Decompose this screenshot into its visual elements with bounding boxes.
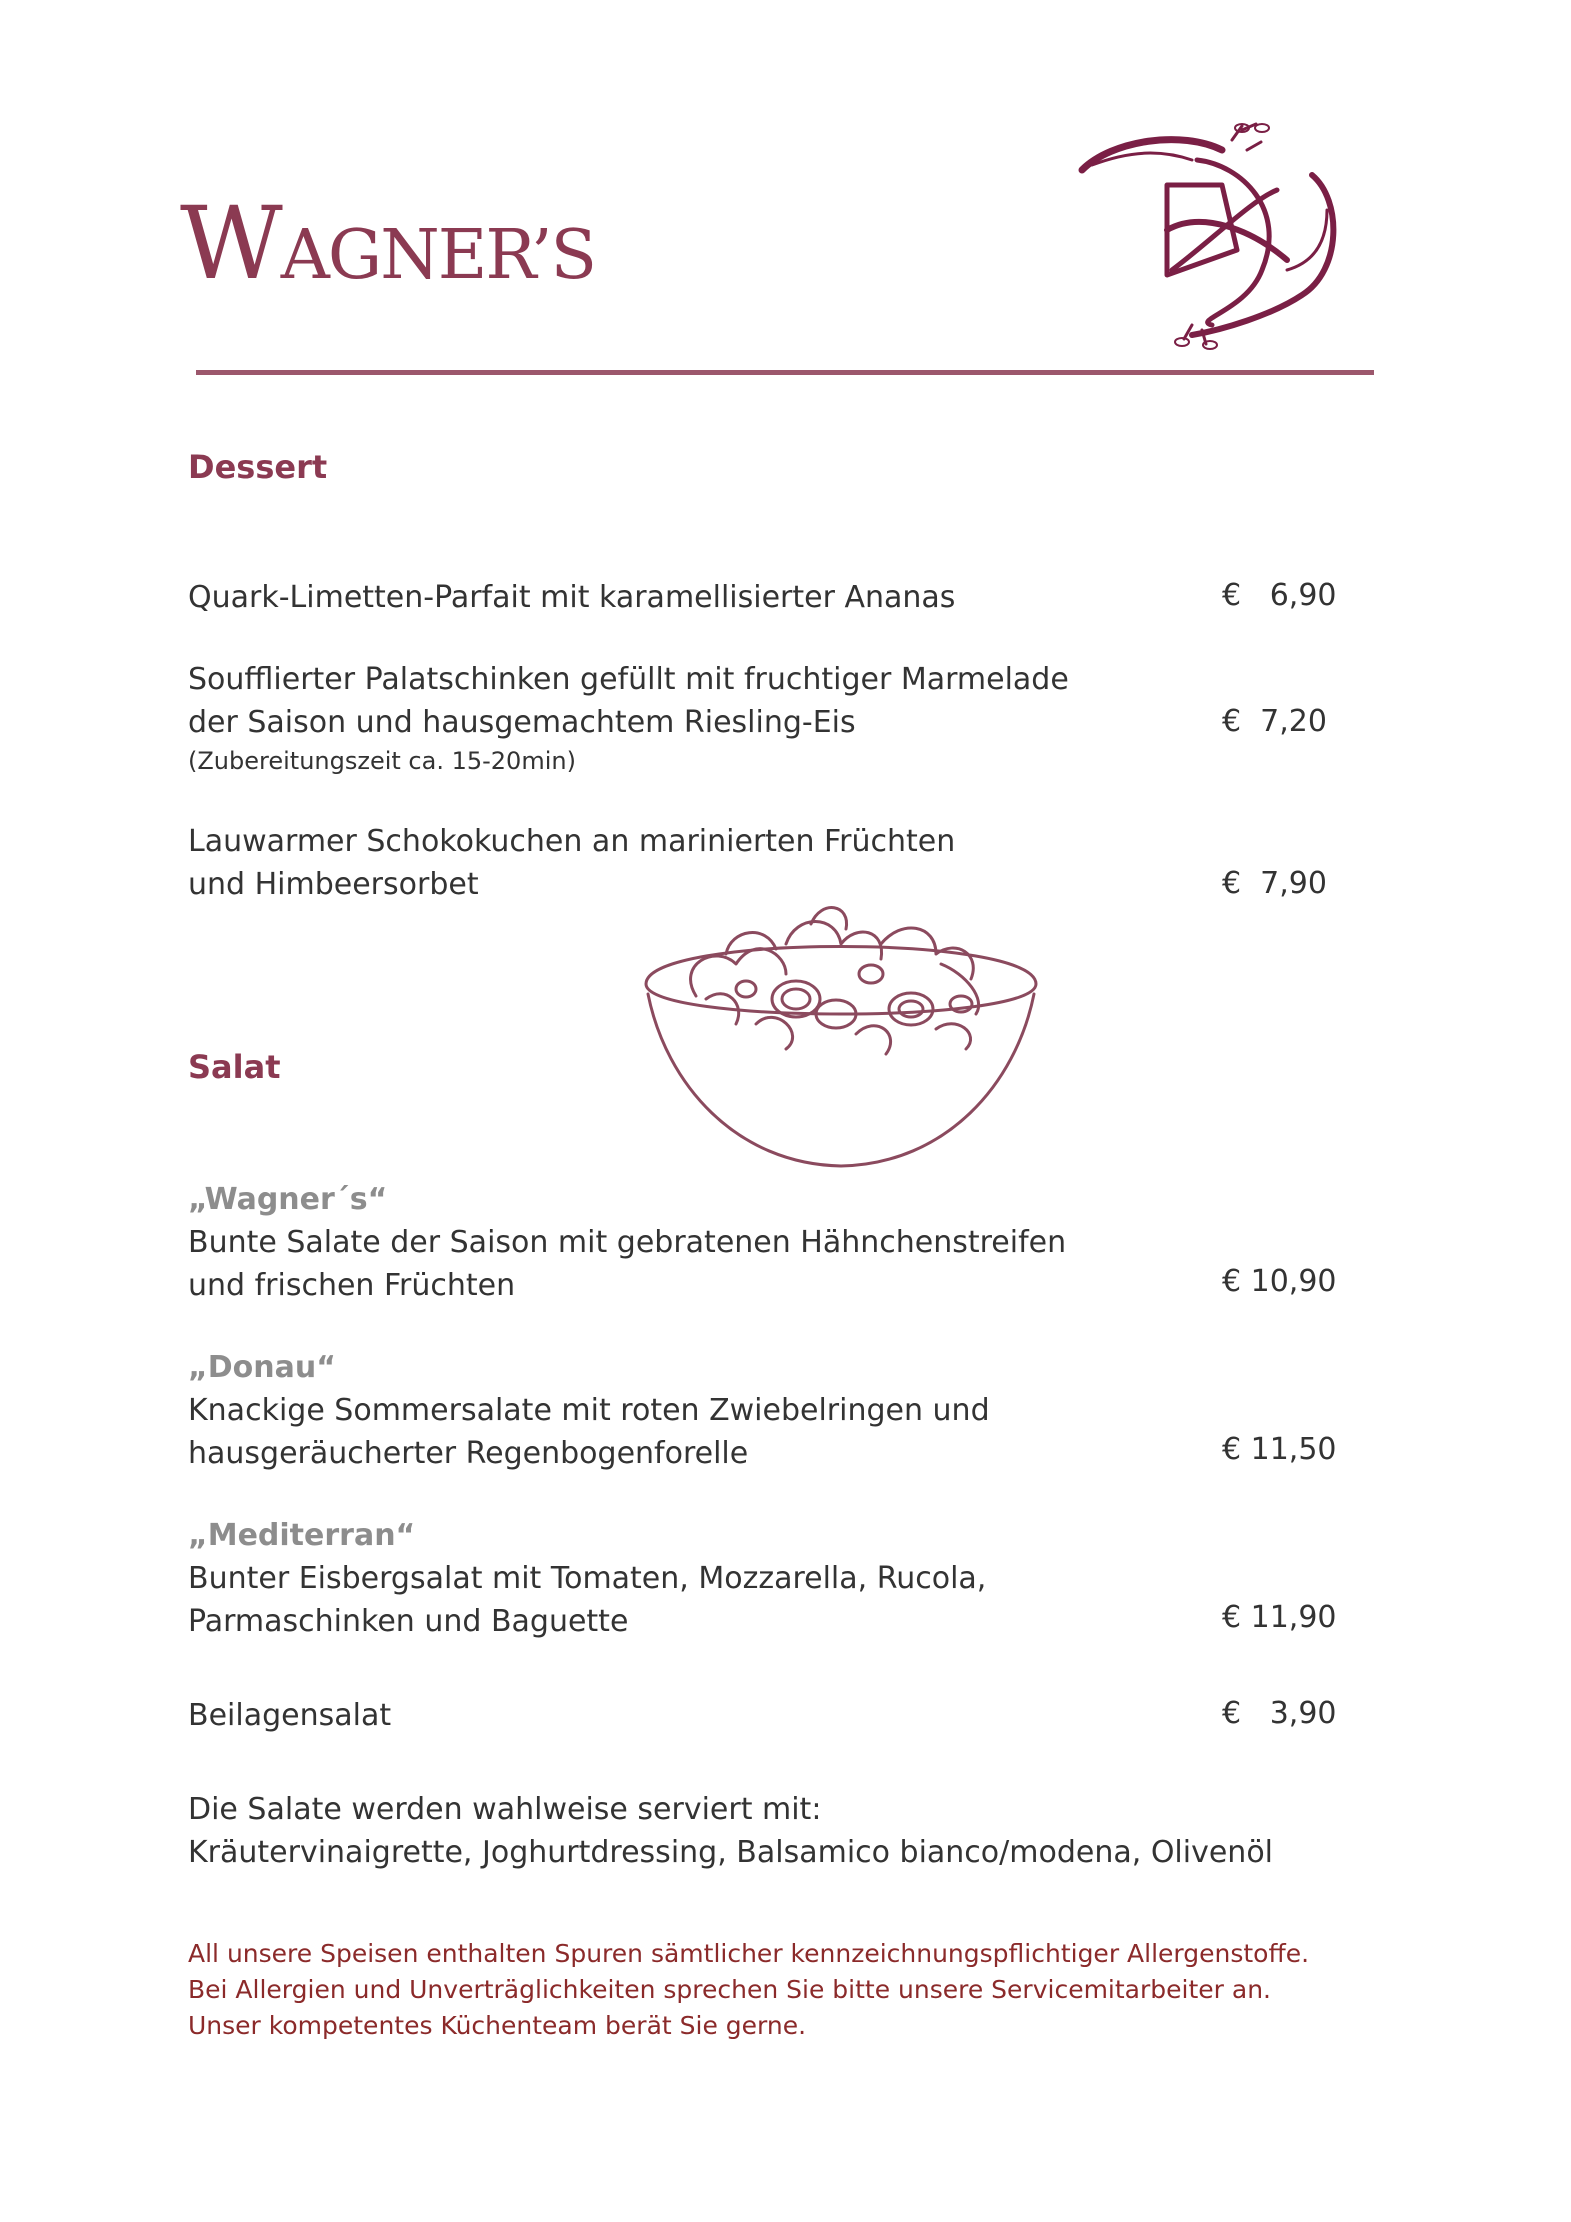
item-subtitle: „Mediterran“ [188, 1518, 416, 1553]
item-line: hausgeräucherter Regenbogenforelle [188, 1436, 749, 1471]
item-line: und frischen Früchten [188, 1268, 516, 1303]
item-line: Knackige Sommersalate mit roten Zwiebelringen und [188, 1393, 990, 1428]
allergen-line: Bei Allergien und Unverträglichkeiten sprechen Sie bitte unsere Servicemitarbeiter an. [188, 1975, 1271, 2004]
item-line: Quark-Limetten-Parfait mit karamellisierter Ananas [188, 580, 956, 615]
menu-item [188, 1178, 1358, 1307]
menu-item [188, 1694, 1358, 1737]
header-divider [196, 370, 1374, 375]
item-line: der Saison und hausgemachtem Riesling-Eis [188, 705, 856, 740]
menu-item [188, 820, 1358, 906]
brand-cap: W [180, 185, 281, 302]
item-line: und Himbeersorbet [188, 867, 479, 902]
item-line: Parmaschinken und Baguette [188, 1604, 629, 1639]
allergen-line: All unsere Speisen enthalten Spuren sämtlicher kennzeichnungspflichtiger Allergenstoffe. [188, 1939, 1310, 1968]
dressing-list: Kräutervinaigrette, Joghurtdressing, Balsamico bianco/modena, Olivenöl [188, 1835, 1274, 1870]
menu-item [188, 1346, 1358, 1475]
item-line: Bunte Salate der Saison mit gebratenen Hähnchenstreifen [188, 1225, 1067, 1260]
item-price: € 6,90 [1222, 578, 1337, 613]
salad-bowl-icon [636, 904, 1046, 1176]
dressing-intro: Die Salate werden wahlweise serviert mit: [188, 1792, 822, 1827]
item-subtitle: „Wagner´s“ [188, 1182, 388, 1217]
menu-item [188, 576, 1358, 619]
item-line: Soufflierter Palatschinken gefüllt mit fruchtiger Marmelade [188, 662, 1069, 697]
item-price: € 11,50 [1222, 1432, 1337, 1467]
item-price: € 10,90 [1222, 1264, 1337, 1299]
item-price: € 7,20 [1222, 704, 1327, 739]
item-line: Beilagensalat [188, 1698, 392, 1733]
dressing-note [188, 1788, 1273, 1874]
item-price: € 3,90 [1222, 1696, 1337, 1731]
item-line: Bunter Eisbergsalat mit Tomaten, Mozzarella, Rucola, [188, 1561, 987, 1596]
menu-item [188, 658, 1358, 778]
item-line: Lauwarmer Schokokuchen an marinierten Früchten [188, 824, 956, 859]
allergen-notice [188, 1936, 1309, 2044]
section-title-salat: Salat [188, 1048, 281, 1086]
monogram-logo-icon [1072, 120, 1372, 360]
item-price: € 7,90 [1222, 866, 1327, 901]
menu-item [188, 1514, 1358, 1643]
item-price: € 11,90 [1222, 1600, 1337, 1635]
section-title-dessert: Dessert [188, 448, 328, 486]
item-subtitle: „Donau“ [188, 1350, 336, 1385]
brand-wordmark [180, 185, 596, 302]
brand-rest: AGNER’S [280, 216, 596, 295]
item-note: (Zubereitungszeit ca. 15-20min) [188, 747, 576, 775]
allergen-line: Unser kompetentes Küchenteam berät Sie gerne. [188, 2011, 807, 2040]
